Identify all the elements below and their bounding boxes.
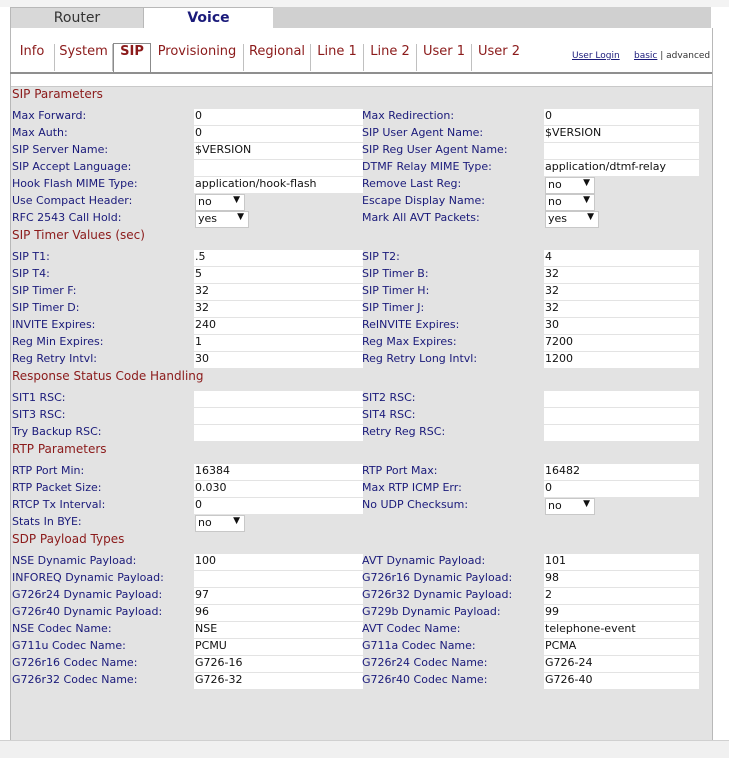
dtmf-relay-mime-type-input[interactable]: application/dtmf-relay <box>544 160 699 176</box>
field-label: Max Redirection: <box>362 109 455 122</box>
sip-timer-d-input[interactable]: 32 <box>194 301 363 317</box>
section-title-response-status-code-handling: Response Status Code Handling <box>12 369 204 383</box>
user-login-link[interactable]: User Login <box>572 51 620 61</box>
field-label: SIP Timer F: <box>12 284 77 297</box>
field-label: SIP Timer B: <box>362 267 429 280</box>
field-label: Max RTP ICMP Err: <box>362 481 462 494</box>
table-row <box>11 211 712 228</box>
sip-reg-user-agent-name-input[interactable] <box>544 143 699 159</box>
table-row <box>11 571 712 588</box>
bottom-scrollbar[interactable] <box>0 740 729 758</box>
field-label: G726r32 Dynamic Payload: <box>362 588 513 601</box>
field-label: DTMF Relay MIME Type: <box>362 160 492 173</box>
chevron-down-icon: ▼ <box>233 195 240 205</box>
g726r24-codec-name-input[interactable]: G726-24 <box>544 656 699 672</box>
field-label: SIT1 RSC: <box>12 391 66 404</box>
field-label: SIP Server Name: <box>12 143 109 156</box>
table-row <box>11 194 712 211</box>
sip-timer-f-input[interactable]: 32 <box>194 284 363 300</box>
section-title-rtp-parameters: RTP Parameters <box>12 442 107 456</box>
table-row <box>11 498 712 515</box>
field-label: Max Forward: <box>12 109 87 122</box>
g711u-codec-name-input[interactable]: PCMU <box>194 639 363 655</box>
field-label: SIP Accept Language: <box>12 160 132 173</box>
subtab-line2[interactable]: Line 2 <box>364 44 417 71</box>
table-row <box>11 318 712 335</box>
sip-user-agent-name-input[interactable]: $VERSION <box>544 126 699 142</box>
g726r24-dynamic-payload-input[interactable]: 97 <box>194 588 363 604</box>
field-label: SIT4 RSC: <box>362 408 416 421</box>
field-label: INFOREQ Dynamic Payload: <box>12 571 164 584</box>
field-label: Mark All AVT Packets: <box>362 211 480 224</box>
field-label: SIP User Agent Name: <box>362 126 484 139</box>
tab-voice[interactable]: Voice <box>143 7 274 30</box>
rfc2543-call-hold-select[interactable] <box>195 211 249 228</box>
field-label: Remove Last Reg: <box>362 177 462 190</box>
g726r40-codec-name-input[interactable]: G726-40 <box>544 673 699 689</box>
table-row <box>11 250 712 267</box>
max-forward-input[interactable]: 0 <box>194 109 363 125</box>
g726r16-dynamic-payload-input[interactable]: 98 <box>544 571 699 587</box>
sip-accept-language-input[interactable] <box>194 160 363 176</box>
rtp-packet-size-input[interactable]: 0.030 <box>194 481 363 497</box>
field-label: RTCP Tx Interval: <box>12 498 106 511</box>
table-row <box>11 352 712 369</box>
field-label: SIP Timer D: <box>12 301 80 314</box>
field-label: Retry Reg RSC: <box>362 425 446 438</box>
field-label: No UDP Checksum: <box>362 498 469 511</box>
field-label: INVITE Expires: <box>12 318 96 331</box>
chevron-down-icon: ▼ <box>583 499 590 509</box>
table-row <box>11 109 712 126</box>
subtab-system[interactable]: System <box>55 44 113 71</box>
field-label: G726r32 Codec Name: <box>12 673 138 686</box>
sip-t4-input[interactable]: 5 <box>194 267 363 283</box>
retry-reg-rsc-input[interactable] <box>544 425 699 441</box>
field-label: RFC 2543 Call Hold: <box>12 211 122 224</box>
field-label: NSE Dynamic Payload: <box>12 554 137 567</box>
advanced-view-label: advanced <box>666 51 711 61</box>
table-row <box>11 464 712 481</box>
field-label: G726r24 Codec Name: <box>362 656 488 669</box>
inforeq-dynamic-payload-input[interactable] <box>194 571 363 587</box>
subtab-sip[interactable]: SIP <box>113 43 151 73</box>
field-label: AVT Dynamic Payload: <box>362 554 486 567</box>
nse-dynamic-payload-input[interactable]: 100 <box>194 554 363 570</box>
escape-display-name-select[interactable] <box>545 194 595 211</box>
table-row <box>11 605 712 622</box>
chevron-down-icon: ▼ <box>587 212 594 222</box>
field-label: Max Auth: <box>12 126 68 139</box>
max-rtp-icmp-err-input[interactable]: 0 <box>544 481 699 497</box>
g711a-codec-name-input[interactable]: PCMA <box>544 639 699 655</box>
table-row <box>11 267 712 284</box>
field-label: G726r40 Dynamic Payload: <box>12 605 163 618</box>
section-title-sip-parameters: SIP Parameters <box>12 87 103 101</box>
field-label: SIP Timer J: <box>362 301 425 314</box>
section-title-sip-timer-values: SIP Timer Values (sec) <box>12 228 145 242</box>
sip-timer-h-input[interactable]: 32 <box>544 284 699 300</box>
table-row <box>11 143 712 160</box>
select-value: yes <box>198 212 218 225</box>
sip-timer-j-input[interactable]: 32 <box>544 301 699 317</box>
chevron-down-icon: ▼ <box>233 516 240 526</box>
nav-links <box>572 51 620 61</box>
field-label: SIP Timer H: <box>362 284 430 297</box>
view-separator: | <box>660 51 664 61</box>
view-switcher <box>634 51 710 61</box>
tab-router[interactable]: Router <box>10 7 144 29</box>
invite-expires-input[interactable]: 240 <box>194 318 363 334</box>
subtab-user2[interactable]: User 2 <box>477 44 521 59</box>
sit1-rsc-input[interactable] <box>194 391 363 407</box>
field-label: Use Compact Header: <box>12 194 133 207</box>
subtab-regional[interactable]: Regional <box>244 44 311 71</box>
field-label: Try Backup RSC: <box>12 425 102 438</box>
hook-flash-mime-type-input[interactable]: application/hook-flash <box>194 177 363 193</box>
g726r40-dynamic-payload-input[interactable]: 96 <box>194 605 363 621</box>
sip-t2-input[interactable]: 4 <box>544 250 699 266</box>
field-label: G726r16 Codec Name: <box>12 656 138 669</box>
field-label: SIT3 RSC: <box>12 408 66 421</box>
table-row <box>11 301 712 318</box>
mark-all-avt-packets-select[interactable] <box>545 211 599 228</box>
table-row <box>11 391 712 408</box>
max-redirection-input[interactable]: 0 <box>544 109 699 125</box>
avt-codec-name-input[interactable]: telephone-event <box>544 622 699 638</box>
settings-panel <box>11 74 712 757</box>
field-label: AVT Codec Name: <box>362 622 461 635</box>
reg-retry-long-intvl-input[interactable]: 1200 <box>544 352 699 368</box>
table-row <box>11 408 712 425</box>
g729b-dynamic-payload-input[interactable]: 99 <box>544 605 699 621</box>
table-row <box>11 160 712 177</box>
field-label: Escape Display Name: <box>362 194 485 207</box>
table-row <box>11 639 712 656</box>
reg-min-expires-input[interactable]: 1 <box>194 335 363 351</box>
chevron-down-icon: ▼ <box>583 178 590 188</box>
g726r16-codec-name-input[interactable]: G726-16 <box>194 656 363 672</box>
field-label: Reg Retry Long Intvl: <box>362 352 478 365</box>
field-label: G726r40 Codec Name: <box>362 673 488 686</box>
field-label: RTP Packet Size: <box>12 481 102 494</box>
field-label: Reg Min Expires: <box>12 335 104 348</box>
field-label: SIP T1: <box>12 250 50 263</box>
subtab-info[interactable]: Info <box>10 44 55 71</box>
select-value: yes <box>548 212 568 225</box>
reinvite-expires-input[interactable]: 30 <box>544 318 699 334</box>
table-row <box>11 554 712 571</box>
reg-retry-intvl-input[interactable]: 30 <box>194 352 363 368</box>
table-row <box>11 622 712 639</box>
use-compact-header-select[interactable] <box>195 194 245 211</box>
stats-in-bye-select[interactable] <box>195 515 245 532</box>
sit2-rsc-input[interactable] <box>544 391 699 407</box>
field-label: ReINVITE Expires: <box>362 318 460 331</box>
chevron-down-icon: ▼ <box>237 212 244 222</box>
rtcp-tx-interval-input[interactable]: 0 <box>194 498 363 514</box>
table-row <box>11 588 712 605</box>
field-label: G711u Codec Name: <box>12 639 126 652</box>
subtab-user1[interactable]: User 1 <box>417 44 472 71</box>
field-label: SIT2 RSC: <box>362 391 416 404</box>
sip-t1-input[interactable]: .5 <box>194 250 363 266</box>
field-label: G729b Dynamic Payload: <box>362 605 501 618</box>
field-label: Hook Flash MIME Type: <box>12 177 138 190</box>
no-udp-checksum-select[interactable] <box>545 498 595 515</box>
browser-top-strip <box>0 0 729 7</box>
field-label: Stats In BYE: <box>12 515 82 528</box>
field-label: SIP T4: <box>12 267 50 280</box>
section-title-sdp-payload-types: SDP Payload Types <box>12 532 125 546</box>
field-label: G726r24 Dynamic Payload: <box>12 588 163 601</box>
table-row <box>11 335 712 352</box>
basic-view-link[interactable]: basic <box>634 51 658 61</box>
g726r32-codec-name-input[interactable]: G726-32 <box>194 673 363 689</box>
select-value: no <box>548 195 562 208</box>
field-label: Reg Retry Intvl: <box>12 352 97 365</box>
table-row <box>11 673 712 690</box>
remove-last-reg-select[interactable] <box>545 177 595 194</box>
field-label: NSE Codec Name: <box>12 622 112 635</box>
tab-bar-filler <box>273 7 711 29</box>
table-row <box>11 425 712 442</box>
sip-timer-b-input[interactable]: 32 <box>544 267 699 283</box>
field-label: RTP Port Min: <box>12 464 85 477</box>
sit4-rsc-input[interactable] <box>544 408 699 424</box>
field-label: RTP Port Max: <box>362 464 438 477</box>
chevron-down-icon: ▼ <box>583 195 590 205</box>
select-value: no <box>548 499 562 512</box>
avt-dynamic-payload-input[interactable]: 101 <box>544 554 699 570</box>
table-row <box>11 481 712 498</box>
field-label: Reg Max Expires: <box>362 335 457 348</box>
field-label: SIP T2: <box>362 250 400 263</box>
table-row <box>11 515 712 532</box>
rtp-port-max-input[interactable]: 16482 <box>544 464 699 480</box>
field-label: G726r16 Dynamic Payload: <box>362 571 513 584</box>
table-row <box>11 177 712 194</box>
select-value: no <box>548 178 562 191</box>
select-value: no <box>198 516 212 529</box>
table-row <box>11 656 712 673</box>
table-row <box>11 284 712 301</box>
select-value: no <box>198 195 212 208</box>
table-row <box>11 126 712 143</box>
sit3-rsc-input[interactable] <box>194 408 363 424</box>
g726r32-dynamic-payload-input[interactable]: 2 <box>544 588 699 604</box>
max-auth-input[interactable]: 0 <box>194 126 363 142</box>
rtp-port-min-input[interactable]: 16384 <box>194 464 363 480</box>
try-backup-rsc-input[interactable] <box>194 425 363 441</box>
subtab-line1[interactable]: Line 1 <box>311 44 364 71</box>
reg-max-expires-input[interactable]: 7200 <box>544 335 699 351</box>
subtab-provisioning[interactable]: Provisioning <box>151 44 244 71</box>
field-label: SIP Reg User Agent Name: <box>362 143 508 156</box>
nse-codec-name-input[interactable]: NSE <box>194 622 363 638</box>
sip-server-name-input[interactable]: $VERSION <box>194 143 363 159</box>
panel-header-spacer <box>11 74 712 87</box>
field-label: G711a Codec Name: <box>362 639 476 652</box>
